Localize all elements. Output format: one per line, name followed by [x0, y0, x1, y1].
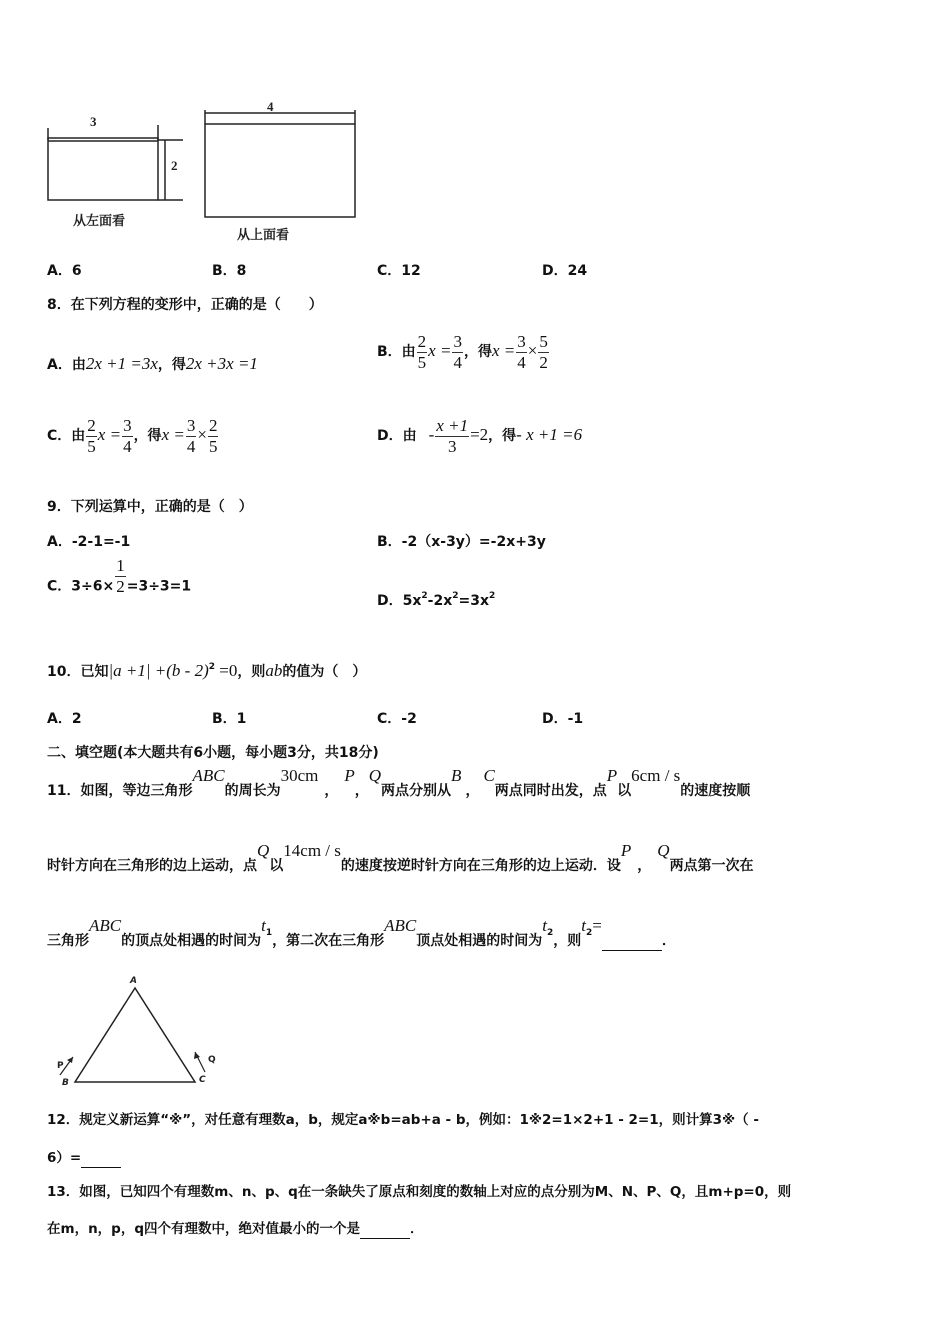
fraction: $\frac{x +1}{3}$ [436, 415, 469, 456]
equation: 2x +3x =1 [185, 354, 258, 373]
times: × [527, 341, 538, 360]
section-heading-fill-in: 二、填空题(本大题共有6小题，每小题3分，共18分) [47, 745, 379, 761]
q12-line-2: 6）= [47, 1149, 121, 1168]
fraction: $\frac{3}{4}$ [123, 415, 132, 456]
text: 由 [402, 428, 417, 444]
text: ，得 [133, 428, 162, 444]
q7-option-c[interactable]: C．12 [377, 263, 421, 279]
option-label: B． [377, 344, 402, 360]
q8-option-c[interactable] [47, 414, 219, 457]
fraction: $\frac{2}{5}$ [417, 331, 427, 372]
text: ，得 [157, 357, 186, 373]
q8-stem: 8．在下列方程的变形中，正确的是（ ） [47, 297, 323, 313]
q13-line-2: 在m，n，p，q四个有理数中，绝对值最小的一个是 ． [47, 1221, 424, 1237]
q13-answer-blank[interactable] [360, 1220, 410, 1239]
q13-line-1: 13．如图，已知四个有理数m、n、p、q在一条缺失了原点和刻度的数轴上对应的点分别为M、N、P、Q，且m+p=0，则 [47, 1184, 792, 1200]
math: x = [97, 425, 122, 444]
vertex-c-label: C [199, 1075, 206, 1085]
equation: 2x +1 =3x [85, 354, 158, 373]
fraction: $\frac{2}{5}$ [87, 415, 96, 456]
q9-option-b[interactable]: B．-2（x-3y）=-2x+3y [377, 534, 546, 550]
math: x = [428, 341, 452, 360]
q10-option-c[interactable]: C．-2 [377, 711, 417, 727]
left-view-caption: 从左面看 [73, 214, 126, 229]
q10-option-b[interactable]: B．1 [212, 711, 247, 727]
math: =2 [470, 425, 489, 444]
option-label: C． [47, 428, 72, 444]
left-view-rect [48, 138, 158, 200]
text: 由 [71, 357, 86, 373]
math: x = [491, 341, 516, 360]
q10-option-d[interactable]: D．-1 [542, 711, 584, 727]
q7-option-d[interactable]: D．24 [542, 263, 588, 279]
top-view-rect [205, 124, 355, 217]
point-p-label: P [57, 1061, 64, 1071]
q11-line-3: 三角形ABC的顶点处相遇的时间为$t^1$，第二次在三角形ABC顶点处相遇的时间为$t^2$，则$t^2=$ ． [47, 916, 676, 949]
fraction: $\frac{2}{5}$ [208, 415, 218, 456]
q11-line-1: 11．如图，等边三角形ABC的周长为30cm，P，Q两点分别从B，C两点同时出发，点P以6cm / s的速度按顺 [47, 766, 751, 799]
q12-answer-blank[interactable] [81, 1149, 121, 1168]
text: C．3÷6× [47, 578, 115, 595]
q11-triangle-figure [40, 960, 240, 1090]
left-height-label: 2 [171, 158, 178, 173]
text: 由 [71, 428, 86, 444]
fraction: $\frac{1}{2}$ [116, 556, 125, 596]
text: =3÷3=1 [126, 578, 192, 595]
top-width-label: 4 [267, 99, 274, 114]
fraction: $\frac{3}{4}$ [186, 415, 196, 456]
times: × [197, 425, 207, 444]
q12-line-1: 12．规定义新运算“※”，对任意有理数a，b，规定a※b=ab+a - b，例如：1※2=1×2+1 - 2=1，则计算3※（ - [47, 1112, 759, 1128]
text: 由 [401, 344, 416, 360]
q9-option-c[interactable] [47, 556, 192, 607]
math: - [428, 425, 435, 444]
vertex-a-label: A [130, 976, 137, 986]
left-width-label: 3 [90, 114, 97, 129]
text: ，得 [488, 428, 517, 444]
math: - x +1 =6 [516, 425, 583, 444]
fraction: $\frac{3}{4}$ [517, 331, 526, 372]
fraction: $\frac{5}{2}$ [539, 331, 548, 372]
q8-option-b[interactable] [377, 330, 550, 373]
top-view-caption: 从上面看 [237, 228, 290, 243]
q9-option-d[interactable]: D．$5x^2-2x^2=3x^2$ [377, 591, 496, 609]
q9-option-a[interactable]: A．-2-1=-1 [47, 534, 131, 550]
option-label: D． [377, 428, 403, 444]
q10-option-a[interactable]: A．2 [47, 711, 82, 727]
q11-line-2: 时针方向在三角形的边上运动，点Q以14cm / s的速度按逆时针方向在三角形的边上运动．设P，Q两点第一次在 [47, 841, 754, 874]
q9-stem: 9．下列运算中，正确的是（ ） [47, 499, 253, 515]
q8-option-d[interactable] [377, 414, 582, 457]
math: x = [161, 425, 185, 444]
point-q-label: Q [208, 1055, 216, 1065]
text: ，得 [463, 344, 492, 360]
q7-option-b[interactable]: B．8 [212, 263, 247, 279]
vertex-b-label: B [62, 1078, 69, 1088]
fraction: $\frac{3}{4}$ [453, 331, 462, 372]
q7-option-a[interactable]: A．6 [47, 263, 82, 279]
q8-option-a[interactable] [47, 355, 258, 374]
q11-answer-blank[interactable] [602, 932, 662, 951]
q10-stem: 10．已知|a +1| +(b - 2)$^2$ =0，则ab的值为（ ） [47, 661, 367, 680]
option-label: A． [47, 357, 72, 373]
